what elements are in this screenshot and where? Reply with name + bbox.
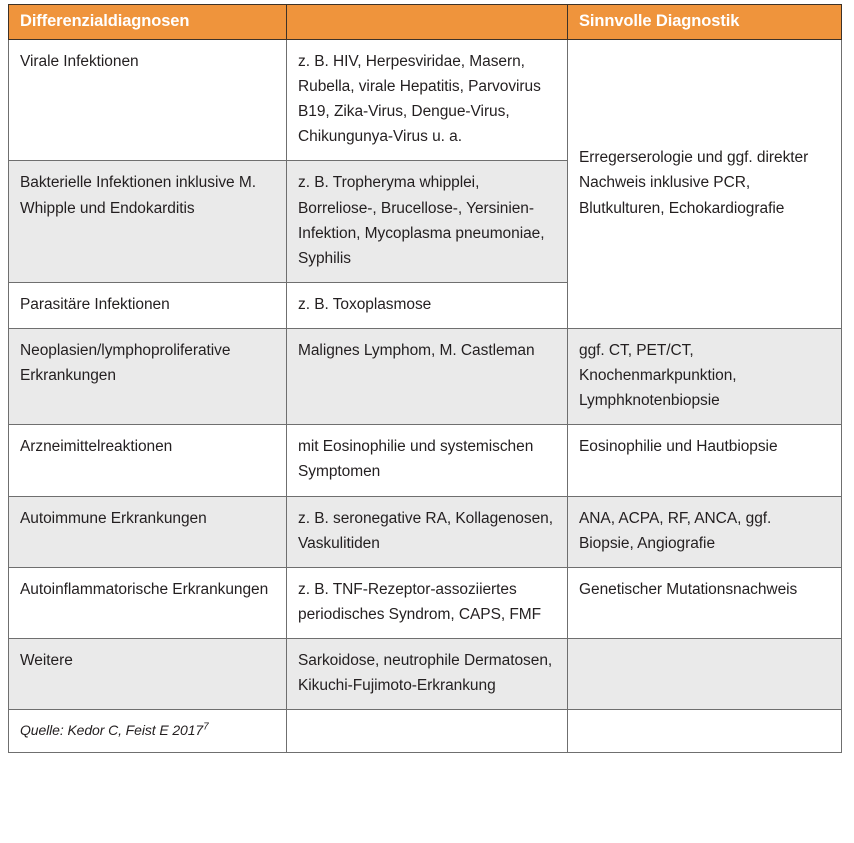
table-row xyxy=(9,638,842,709)
table-body xyxy=(9,40,842,753)
cell-source-empty-examples xyxy=(287,710,568,753)
source-footnote-marker: 7 xyxy=(203,721,209,733)
cell-differential-diagnosis: Arzneimittelreaktionen xyxy=(9,425,287,496)
table-row xyxy=(9,40,842,161)
cell-differential-diagnosis: Virale Infektionen xyxy=(9,40,287,161)
cell-differential-diagnosis: Autoinflammatorische Erkrankungen xyxy=(9,567,287,638)
cell-examples: z. B. Toxoplasmose xyxy=(287,282,568,328)
source-citation: Quelle: Kedor C, Feist E 2017$^7$ xyxy=(20,721,209,739)
cell-examples: z. B. seronegative RA, Kollagenosen, Vaskulitiden xyxy=(287,496,568,567)
table-header-row xyxy=(9,5,842,40)
table-row xyxy=(9,328,842,424)
table-row xyxy=(9,567,842,638)
cell-examples: Sarkoidose, neutrophile Dermatosen, Kikuchi-Fujimoto-Erkrankung xyxy=(287,638,568,709)
cell-diagnostics: ANA, ACPA, RF, ANCA, ggf. Biopsie, Angiografie xyxy=(568,496,842,567)
cell-examples: Malignes Lymphom, M. Castleman xyxy=(287,328,568,424)
cell-diagnostics: Erregerserologie und ggf. direkter Nachweis inklusive PCR, Blutkulturen, Echokardiografie xyxy=(568,40,842,329)
cell-differential-diagnosis: Parasitäre Infektionen xyxy=(9,282,287,328)
table-row xyxy=(9,425,842,496)
differential-diagnosis-table-wrapper xyxy=(8,4,841,753)
table-source-row xyxy=(9,710,842,753)
differential-diagnosis-table xyxy=(8,4,842,753)
cell-examples: mit Eosinophilie und systemischen Symptomen xyxy=(287,425,568,496)
table-row xyxy=(9,496,842,567)
column-header-differential-diagnoses: Differenzialdiagnosen xyxy=(9,5,287,40)
column-header-diagnostics: Sinnvolle Diagnostik xyxy=(568,5,842,40)
cell-source-empty-diagnostics xyxy=(568,710,842,753)
cell-differential-diagnosis: Weitere xyxy=(9,638,287,709)
table-header xyxy=(9,5,842,40)
cell-differential-diagnosis: Neoplasien/lymphoproliferative Erkrankungen xyxy=(9,328,287,424)
cell-source xyxy=(9,710,287,753)
cell-examples: z. B. Tropheryma whipplei, Borreliose-, Brucellose-, Yersinien-Infektion, Mycoplasma pneumoniae, Syphilis xyxy=(287,161,568,282)
cell-diagnostics: ggf. CT, PET/CT, Knochenmarkpunktion, Lymphknotenbiopsie xyxy=(568,328,842,424)
cell-examples: z. B. TNF-Rezeptor-assoziiertes periodisches Syndrom, CAPS, FMF xyxy=(287,567,568,638)
cell-differential-diagnosis: Autoimmune Erkrankungen xyxy=(9,496,287,567)
cell-diagnostics xyxy=(568,638,842,709)
cell-diagnostics: Eosinophilie und Hautbiopsie xyxy=(568,425,842,496)
cell-examples: z. B. HIV, Herpesviridae, Masern, Rubella, virale Hepatitis, Parvovirus B19, Zika-Virus, Dengue-Virus, Chikungunya-Virus u. a. xyxy=(287,40,568,161)
cell-differential-diagnosis: Bakterielle Infektionen inklusive M. Whipple und Endokarditis xyxy=(9,161,287,282)
column-header-examples xyxy=(287,5,568,40)
cell-diagnostics: Genetischer Mutationsnachweis xyxy=(568,567,842,638)
